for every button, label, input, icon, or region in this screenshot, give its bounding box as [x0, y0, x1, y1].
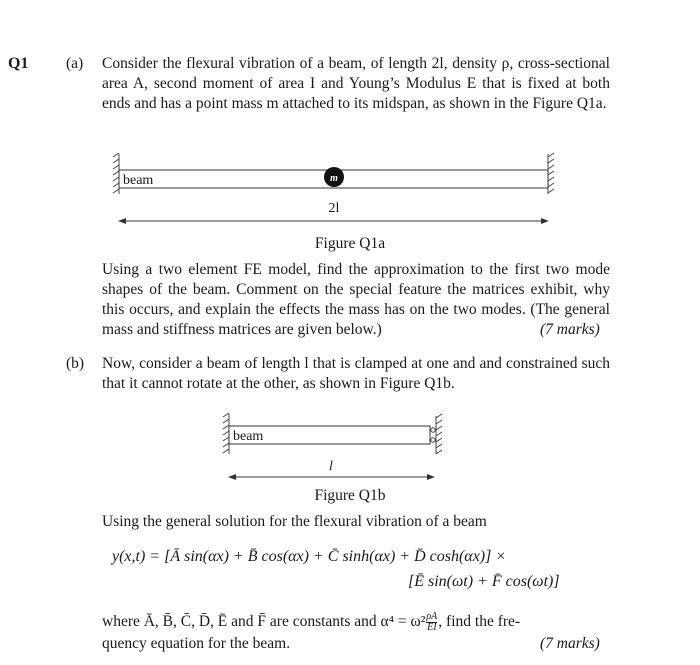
figure-q1a [110, 150, 570, 236]
question-number: Q1 [8, 55, 29, 72]
beam-label: beam [233, 429, 264, 444]
part-b-marks: (7 marks) [540, 635, 600, 652]
part-b-lead: Using the general solution for the flexural vibration of a beam [102, 513, 487, 530]
figure-q1a-caption: Figure Q1a [314, 235, 386, 252]
fraction-denominator: EI [427, 622, 437, 633]
dimension-arrow [118, 218, 549, 224]
part-b-label: (b) [66, 355, 85, 372]
beam-label: beam [123, 173, 154, 188]
part-a-label: (a) [66, 55, 84, 72]
figure-q1b [220, 410, 450, 486]
clamped-wall-hatch [223, 413, 229, 454]
part-a-task: Using a two element FE model, find the approximation to the first two mode shapes of the beam. Comment on the special feature the matrices exhibit, why this occurs, and explain the effects the mass has on the two modes. (The general mass and stiffness matrices are given below.) [102, 261, 610, 338]
figure-q1b-caption: Figure Q1b [314, 487, 386, 504]
part-b-closing-line-2: quency equation for the beam. [102, 635, 291, 652]
mass-label: m [330, 173, 338, 184]
part-a-intro: Consider the flexural vibration of a beam, of length 2l, density ρ, cross-sectional area A, second moment of area I and Young’s Modulus E that is fixed at both ends and has a point mass m attached to its midspan, as shown in the Figure Q1a. [102, 55, 610, 112]
part-a-marks: (7 marks) [540, 321, 600, 338]
dimension-arrow [228, 474, 435, 480]
left-wall-hatch [113, 153, 119, 194]
equation-line-1: y(x,t) = [Ā sin(αx) + B̄ cos(αx) + C̄ sinh(αx) + D̄ cosh(αx)] × [112, 548, 507, 565]
part-b-intro: Now, consider a beam of length l that is clamped at one and and constrained such that it cannot rotate at the other, as shown in Figure Q1b. [102, 355, 610, 392]
equation-line-2: [Ē sin(ωt) + F̄ cos(ωt)] [408, 573, 560, 590]
closing-fraction [426, 612, 437, 633]
length-label: l [329, 459, 333, 474]
sliding-support [431, 414, 442, 454]
part-b-closing [102, 612, 520, 633]
closing-text-2: , find the fre- [438, 613, 521, 631]
length-label: 2l [328, 201, 340, 216]
right-wall-hatch [548, 153, 554, 194]
closing-text-1: where Ā, B̄, C̄, D̄, Ē and F̄ are constants and α⁴ = ω² [102, 613, 426, 631]
fraction-numerator: ρA [426, 611, 438, 622]
